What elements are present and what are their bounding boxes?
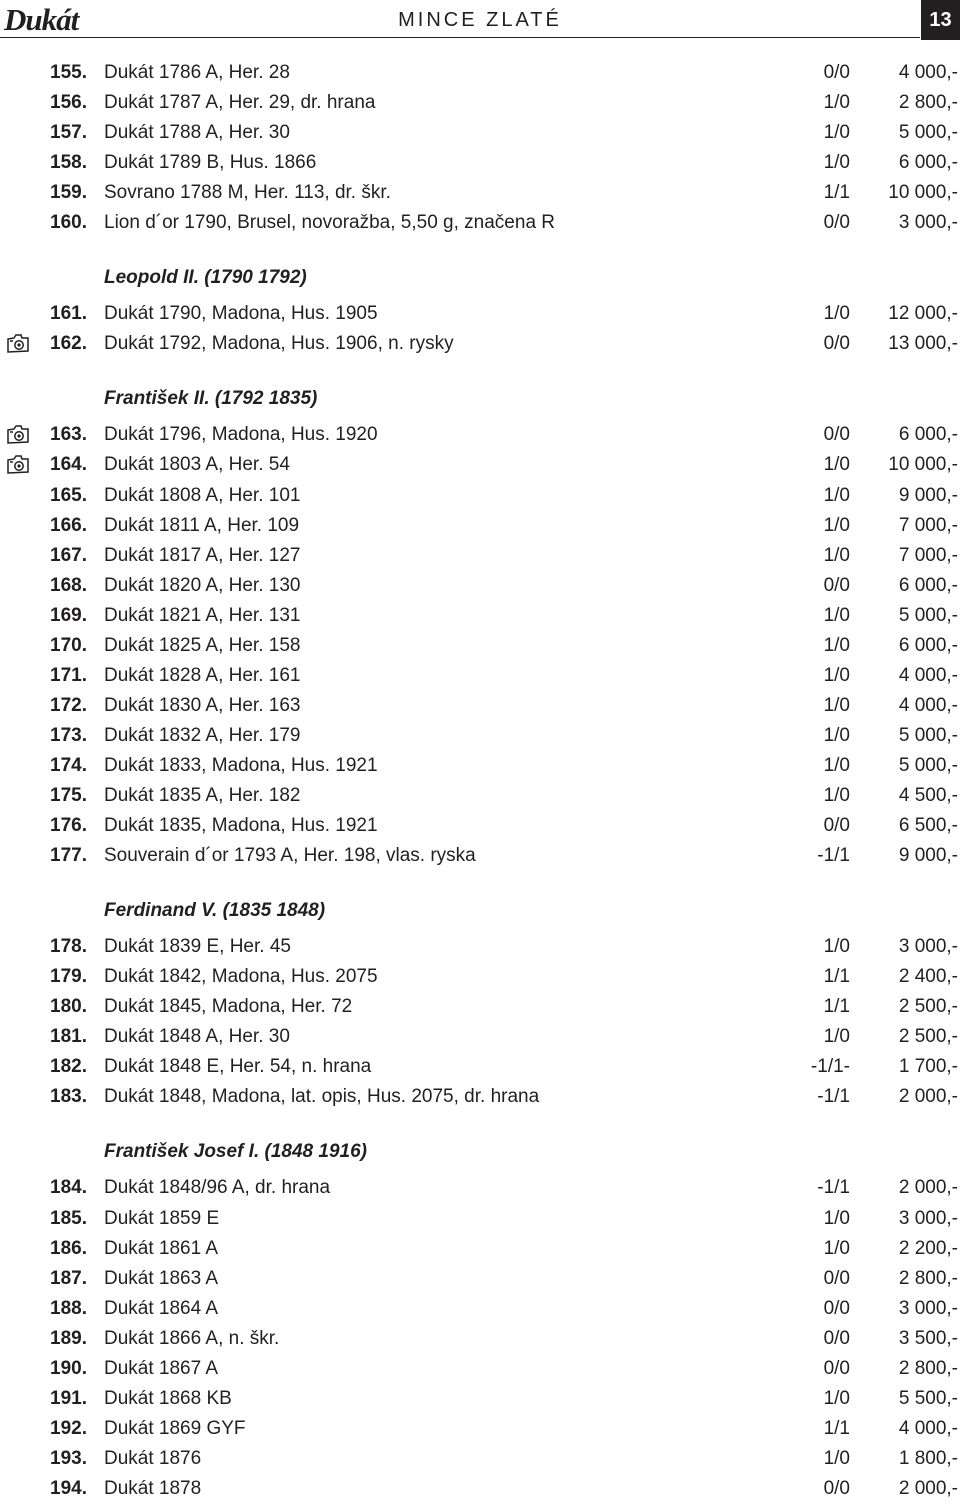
lot-grade: 1/0 [823,1447,850,1469]
list-item [0,511,960,541]
list-item [0,631,960,661]
lot-grade: 0/0 [823,1297,850,1319]
lot-number: 191. [50,1387,87,1409]
lot-number: 159. [50,182,87,204]
lot-description: Dukát 1848/96 A, dr. hrana [104,1177,331,1199]
lot-price: 2 400,- [898,966,958,988]
page-title: MINCE ZLATÉ [398,9,562,31]
lot-price: 4 000,- [898,62,958,83]
lot-price: 1 700,- [898,1056,958,1078]
lot-grade: 1/0 [823,1387,850,1409]
list-item [0,88,960,118]
lot-grade: 1/0 [823,664,850,686]
lot-description: Dukát 1867 A [104,1357,219,1379]
lot-price: 5 000,- [898,122,958,144]
lot-grade: 1/0 [823,724,850,746]
list-item [0,601,960,631]
lot-grade: 0/0 [823,1477,850,1499]
lot-grade: 1/1 [823,182,850,204]
lot-description: Dukát 1796, Madona, Hus. 1920 [104,424,378,446]
list-item [0,1444,960,1474]
lot-price: 6 500,- [898,815,958,837]
list-item [0,1204,960,1234]
lot-number: 176. [50,815,87,837]
lot-grade: 0/0 [823,574,850,596]
lot-description: Dukát 1811 A, Her. 109 [104,514,300,536]
lot-grade: -1/1- [810,1056,850,1078]
list-item [0,58,960,88]
lot-number: 183. [50,1086,87,1108]
lot-number: 165. [50,484,87,506]
lot-grade: 1/0 [823,514,850,536]
list-item [0,1414,960,1444]
lot-number: 178. [50,936,87,958]
lot-number: 160. [50,212,87,234]
lot-price: 3 000,- [898,1207,958,1229]
dukat-logo: Dukát [4,2,79,37]
lot-number: 192. [50,1417,87,1439]
lot-description: Dukát 1832 A, Her. 179 [104,724,301,746]
list-item [0,481,960,511]
lot-price: 13 000,- [888,333,958,355]
lot-price: 4 500,- [898,785,958,806]
page-header [0,0,960,40]
list-item [0,1082,960,1112]
header-divider [0,37,920,38]
lot-price: 10 000,- [888,454,958,476]
lot-description: Dukát 1864 A [104,1297,219,1319]
lot-grade: -1/1 [817,845,850,867]
lot-description: Souverain d´or 1793 A, Her. 198, vlas. ryska [104,845,476,867]
lot-number: 190. [50,1357,87,1379]
lot-price: 9 000,- [898,845,958,867]
lot-description: Sovrano 1788 M, Her. 113, dr. škr. [104,182,391,204]
section-heading: František Josef I. (1848 1916) [104,1141,367,1163]
lot-price: 2 800,- [898,92,958,114]
lot-number: 156. [50,92,87,114]
lot-description: Dukát 1825 A, Her. 158 [104,634,301,656]
lot-grade: 1/0 [823,785,850,806]
lot-grade: 1/1 [823,996,850,1018]
camera-icon [6,455,30,475]
lot-description: Dukát 1839 E, Her. 45 [104,936,291,958]
lot-number: 155. [50,62,87,83]
lot-number: 186. [50,1237,87,1259]
lot-price: 5 000,- [898,604,958,626]
list-item [0,751,960,781]
lot-number: 184. [50,1177,87,1199]
lot-grade: 0/0 [823,212,850,234]
lot-description: Dukát 1828 A, Her. 161 [104,664,301,686]
lot-grade: -1/1 [817,1177,850,1199]
lot-grade: 0/0 [823,62,850,83]
lot-number: 158. [50,152,87,174]
lot-grade: 0/0 [823,815,850,837]
lot-price: 2 000,- [898,1177,958,1199]
lot-grade: 0/0 [823,424,850,446]
lot-price: 12 000,- [888,303,958,325]
lot-grade: 1/0 [823,122,850,144]
lot-description: Dukát 1835 A, Her. 182 [104,785,301,806]
lot-grade: 1/0 [823,754,850,776]
lot-number: 174. [50,754,87,776]
lot-grade: 0/0 [823,1357,850,1379]
lot-number: 163. [50,424,87,446]
camera-icon [6,425,30,445]
lot-description: Dukát 1833, Madona, Hus. 1921 [104,754,378,776]
lot-description: Dukát 1786 A, Her. 28 [104,62,290,83]
lot-description: Dukát 1817 A, Her. 127 [104,544,301,566]
camera-icon [6,334,30,354]
list-item [0,1264,960,1294]
lot-description: Dukát 1788 A, Her. 30 [104,122,290,144]
list-item [0,420,960,450]
lot-price: 4 000,- [898,694,958,716]
lot-description: Dukát 1863 A [104,1267,219,1289]
lot-number: 171. [50,664,87,686]
lot-number: 185. [50,1207,87,1229]
list-item [0,992,960,1022]
lot-number: 172. [50,694,87,716]
lot-number: 177. [50,845,87,867]
section-heading: Ferdinand V. (1835 1848) [104,900,326,922]
list-item [0,721,960,751]
lot-description: Lion d´or 1790, Brusel, novoražba, 5,50 g, značena R [104,212,556,234]
lot-number: 157. [50,122,87,144]
lot-grade: 1/0 [823,544,850,566]
lot-grade: 0/0 [823,1267,850,1289]
list-item [0,962,960,992]
list-item [0,118,960,148]
list-item [0,148,960,178]
list-item [0,1294,960,1324]
list-item [0,1324,960,1354]
lot-grade: 1/1 [823,1417,850,1439]
list-item [0,178,960,208]
list-item [0,661,960,691]
lot-description: Dukát 1868 KB [104,1387,232,1409]
lot-number: 162. [50,333,87,355]
lot-price: 1 800,- [898,1447,958,1469]
lot-description: Dukát 1878 [104,1477,202,1499]
list-item [0,450,960,480]
lot-grade: 1/0 [823,303,850,325]
lot-grade: 0/0 [823,333,850,355]
lot-description: Dukát 1876 [104,1447,202,1469]
lot-number: 179. [50,966,87,988]
lot-description: Dukát 1808 A, Her. 101 [104,484,301,506]
lot-number: 169. [50,604,87,626]
lot-price: 6 000,- [898,152,958,174]
lot-grade: 1/0 [823,92,850,114]
lot-price: 9 000,- [898,484,958,506]
lot-price: 6 000,- [898,574,958,596]
lot-grade: 1/0 [823,604,850,626]
lot-description: Dukát 1845, Madona, Her. 72 [104,996,353,1018]
list-item [0,571,960,601]
lot-description: Dukát 1835, Madona, Hus. 1921 [104,815,378,837]
lot-grade: 1/0 [823,152,850,174]
lot-price: 6 000,- [898,634,958,656]
lot-number: 180. [50,996,87,1018]
lot-price: 2 000,- [898,1477,958,1499]
list-item [0,1234,960,1264]
lot-description: Dukát 1787 A, Her. 29, dr. hrana [104,92,376,114]
section-heading: František II. (1792 1835) [104,388,318,410]
lot-number: 188. [50,1297,87,1319]
page-number: 13 [921,0,960,40]
lot-description: Dukát 1820 A, Her. 130 [104,574,301,596]
lot-description: Dukát 1861 A [104,1237,219,1259]
lot-description: Dukát 1859 E [104,1207,220,1229]
list-item [0,691,960,721]
lot-description: Dukát 1803 A, Her. 54 [104,454,290,476]
lot-grade: 1/0 [823,1026,850,1048]
list-item [0,1022,960,1052]
lot-price: 2 500,- [898,1026,958,1048]
lot-description: Dukát 1848, Madona, lat. opis, Hus. 2075, dr. hrana [104,1086,540,1108]
lot-description: Dukát 1830 A, Her. 163 [104,694,301,716]
lot-price: 4 000,- [898,1417,958,1439]
lot-price: 3 000,- [898,936,958,958]
list-item [0,1052,960,1082]
list-item [0,299,960,329]
lot-price: 7 000,- [898,514,958,536]
lot-number: 181. [50,1026,87,1048]
lot-price: 5 500,- [898,1387,958,1409]
lot-grade: 0/0 [823,1327,850,1349]
lot-description: Dukát 1866 A, n. škr. [104,1327,280,1349]
list-item [0,841,960,871]
lot-price: 2 800,- [898,1267,958,1289]
list-item [0,541,960,571]
lot-number: 189. [50,1327,87,1349]
lot-grade: 1/1 [823,966,850,988]
lot-description: Dukát 1789 B, Hus. 1866 [104,152,317,174]
lot-number: 168. [50,574,87,596]
lot-price: 10 000,- [888,182,958,204]
lot-price: 2 000,- [898,1086,958,1108]
list-item [0,811,960,841]
lot-grade: 1/0 [823,694,850,716]
lot-number: 193. [50,1447,87,1469]
lot-price: 2 200,- [898,1237,958,1259]
lot-grade: 1/0 [823,454,850,476]
section-heading: Leopold II. (1790 1792) [104,267,307,289]
lot-number: 194. [50,1477,87,1499]
lot-number: 166. [50,514,87,536]
lot-number: 167. [50,544,87,566]
lot-description: Dukát 1869 GYF [104,1417,246,1439]
lot-price: 3 000,- [898,1297,958,1319]
lot-price: 5 000,- [898,754,958,776]
lot-price: 4 000,- [898,664,958,686]
lot-description: Dukát 1792, Madona, Hus. 1906, n. rysky [104,333,454,355]
lot-grade: 1/0 [823,634,850,656]
lot-price: 2 500,- [898,996,958,1018]
list-item [0,1384,960,1414]
lot-price: 3 500,- [898,1327,958,1349]
list-item [0,208,960,238]
lot-number: 161. [50,303,87,325]
lot-description: Dukát 1848 A, Her. 30 [104,1026,290,1048]
lot-grade: -1/1 [817,1086,850,1108]
lot-description: Dukát 1821 A, Her. 131 [104,604,301,626]
lot-grade: 1/0 [823,936,850,958]
lot-number: 175. [50,785,87,806]
lot-description: Dukát 1842, Madona, Hus. 2075 [104,966,378,988]
list-item [0,329,960,359]
lot-number: 170. [50,634,87,656]
lot-description: Dukát 1848 E, Her. 54, n. hrana [104,1056,372,1078]
lot-price: 6 000,- [898,424,958,446]
lot-number: 173. [50,724,87,746]
lot-grade: 1/0 [823,1237,850,1259]
lot-price: 3 000,- [898,212,958,234]
lot-number: 187. [50,1267,87,1289]
lot-number: 164. [50,454,87,476]
lot-price: 5 000,- [898,724,958,746]
lot-number: 182. [50,1056,87,1078]
lot-grade: 1/0 [823,484,850,506]
list-item [0,781,960,811]
list-item [0,1173,960,1203]
list-item [0,1354,960,1384]
list-item [0,932,960,962]
lot-grade: 1/0 [823,1207,850,1229]
list-item [0,1474,960,1504]
lot-price: 2 800,- [898,1357,958,1379]
lot-price: 7 000,- [898,544,958,566]
lot-description: Dukát 1790, Madona, Hus. 1905 [104,303,378,325]
